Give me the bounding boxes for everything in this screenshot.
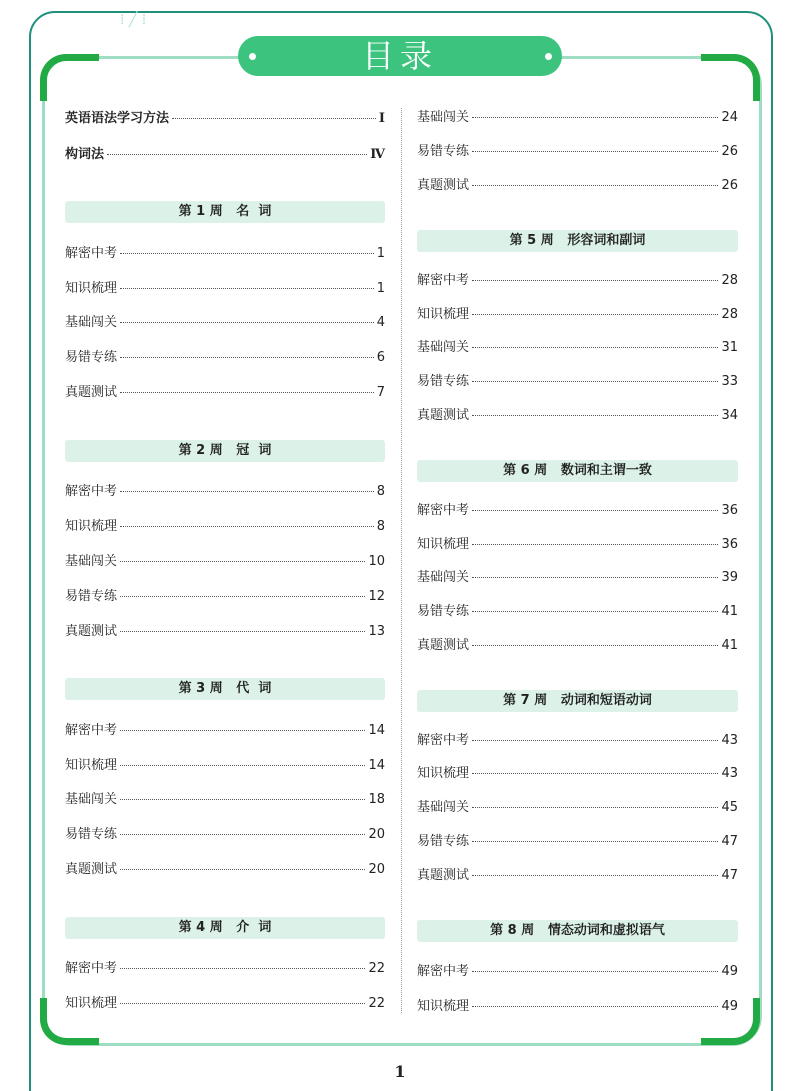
dot-leader [120, 968, 365, 969]
entry-page-number: 14 [368, 758, 385, 773]
dot-leader [472, 117, 718, 118]
dot-icon [544, 52, 553, 61]
entry-page-number: 4 [376, 315, 385, 330]
dot-leader [472, 1006, 718, 1007]
entry-page-number: 41 [721, 638, 738, 653]
entry-page-number: 47 [721, 834, 738, 849]
entry-label: 基础闯关 [417, 800, 470, 815]
entry-page-number: 13 [368, 624, 385, 639]
dot-leader [472, 185, 718, 186]
entry-label: 易错专练 [417, 834, 470, 849]
toc-entry[interactable] [65, 992, 385, 1010]
toc-entry[interactable] [65, 107, 385, 125]
dot-leader [120, 799, 365, 800]
entry-label: 解密中考 [65, 723, 118, 738]
week-section-header: 第 3 周 代 词 [65, 678, 385, 700]
entry-page-number: 39 [721, 570, 738, 585]
toc-entry[interactable] [65, 242, 385, 260]
dot-leader [472, 415, 718, 416]
dot-leader [472, 381, 718, 382]
corner-decoration [701, 54, 760, 101]
toc-entry[interactable] [417, 370, 738, 388]
entry-page-number: 28 [721, 307, 738, 322]
dot-leader [472, 645, 718, 646]
entry-label: 英语语法学习方法 [65, 111, 170, 126]
entry-page-number: 8 [376, 484, 385, 499]
dot-leader [107, 154, 367, 155]
dot-leader [120, 357, 374, 358]
entry-label: 知识梳理 [417, 537, 470, 552]
entry-label: 真题测试 [417, 408, 470, 423]
toc-entry[interactable] [417, 830, 738, 848]
dot-leader [172, 118, 376, 119]
entry-label: 知识梳理 [417, 766, 470, 781]
entry-label: 知识梳理 [417, 307, 470, 322]
toc-entry[interactable] [417, 960, 738, 978]
entry-page-number: 26 [721, 178, 738, 193]
entry-page-number: 45 [721, 800, 738, 815]
dot-leader [120, 491, 374, 492]
dot-leader [472, 841, 718, 842]
entry-label: 易错专练 [417, 374, 470, 389]
week-section-header: 第 8 周 情态动词和虚拟语气 [417, 920, 738, 942]
entry-label: 真题测试 [417, 178, 470, 193]
toc-entry[interactable] [65, 823, 385, 841]
entry-page-number: 14 [368, 723, 385, 738]
toc-entry[interactable] [65, 957, 385, 975]
entry-page-number: 28 [721, 273, 738, 288]
entry-page-number: Ⅳ [370, 147, 385, 162]
toc-entry[interactable] [417, 404, 738, 422]
entry-page-number: I [378, 111, 385, 126]
toc-entry[interactable] [65, 788, 385, 806]
toc-entry[interactable] [65, 754, 385, 772]
dot-leader [472, 151, 718, 152]
page-title: 目录 [238, 36, 562, 76]
entry-label: 真题测试 [65, 385, 118, 400]
entry-page-number: 24 [721, 110, 738, 125]
entry-label: 基础闯关 [417, 340, 470, 355]
toc-entry[interactable] [65, 585, 385, 603]
toc-entry[interactable] [417, 634, 738, 652]
dot-leader [472, 544, 718, 545]
entry-label: 解密中考 [417, 503, 470, 518]
entry-page-number: 20 [368, 862, 385, 877]
entry-page-number: 20 [368, 827, 385, 842]
toc-entry[interactable] [65, 719, 385, 737]
dot-leader [120, 322, 374, 323]
entry-label: 真题测试 [417, 868, 470, 883]
entry-page-number: 36 [721, 503, 738, 518]
page-number: 1 [394, 1062, 406, 1081]
entry-label: 解密中考 [417, 733, 470, 748]
entry-label: 真题测试 [65, 624, 118, 639]
entry-label: 易错专练 [65, 350, 118, 365]
windmill-icon: ⁞ ╱ ⁞ [120, 12, 147, 28]
entry-page-number: 49 [721, 964, 738, 979]
week-section-header: 第 2 周 冠 词 [65, 440, 385, 462]
entry-label: 构词法 [65, 147, 105, 162]
entry-label: 易错专练 [65, 589, 118, 604]
dot-leader [472, 740, 718, 741]
entry-page-number: 41 [721, 604, 738, 619]
toc-entry[interactable] [417, 995, 738, 1013]
entry-label: 易错专练 [417, 604, 470, 619]
dot-leader [472, 773, 718, 774]
dot-leader [120, 561, 365, 562]
entry-page-number: 1 [376, 281, 385, 296]
entry-page-number: 43 [721, 766, 738, 781]
dot-leader [120, 253, 374, 254]
toc-entry[interactable] [65, 346, 385, 364]
entry-label: 知识梳理 [65, 758, 118, 773]
toc-entry[interactable] [65, 515, 385, 533]
dot-leader [472, 875, 718, 876]
entry-page-number: 49 [721, 999, 738, 1014]
entry-page-number: 6 [376, 350, 385, 365]
dot-leader [472, 577, 718, 578]
toc-entry[interactable] [417, 796, 738, 814]
entry-label: 知识梳理 [65, 281, 118, 296]
toc-entry[interactable] [417, 499, 738, 517]
toc-entry[interactable] [417, 269, 738, 287]
toc-entry[interactable] [417, 174, 738, 192]
toc-entry[interactable] [65, 381, 385, 399]
week-section-header: 第 1 周 名 词 [65, 201, 385, 223]
dot-leader [120, 596, 365, 597]
entry-label: 解密中考 [65, 246, 118, 261]
corner-decoration [40, 54, 99, 101]
toc-entry[interactable] [417, 600, 738, 618]
entry-label: 真题测试 [417, 638, 470, 653]
entry-page-number: 36 [721, 537, 738, 552]
dot-leader [472, 347, 718, 348]
entry-page-number: 8 [376, 519, 385, 534]
entry-page-number: 43 [721, 733, 738, 748]
toc-entry[interactable] [417, 140, 738, 158]
entry-page-number: 22 [368, 996, 385, 1011]
entry-page-number: 33 [721, 374, 738, 389]
entry-label: 基础闯关 [65, 554, 118, 569]
week-section-header: 第 4 周 介 词 [65, 917, 385, 939]
dot-leader [120, 869, 365, 870]
dot-leader [120, 765, 365, 766]
toc-entry[interactable] [417, 864, 738, 882]
entry-page-number: 1 [376, 246, 385, 261]
toc-entry[interactable] [65, 143, 385, 161]
entry-page-number: 12 [368, 589, 385, 604]
dot-leader [472, 510, 718, 511]
dot-leader [120, 631, 365, 632]
entry-label: 易错专练 [65, 827, 118, 842]
toc-entry[interactable] [417, 106, 738, 124]
entry-page-number: 22 [368, 961, 385, 976]
toc-entry[interactable] [417, 303, 738, 321]
entry-label: 解密中考 [65, 961, 118, 976]
week-section-header: 第 6 周 数词和主谓一致 [417, 460, 738, 482]
toc-entry[interactable] [417, 762, 738, 780]
toc-entry[interactable] [65, 311, 385, 329]
entry-page-number: 7 [376, 385, 385, 400]
dot-leader [120, 526, 374, 527]
toc-entry[interactable] [65, 620, 385, 638]
dot-leader [472, 971, 718, 972]
dot-leader [120, 1003, 365, 1004]
entry-page-number: 26 [721, 144, 738, 159]
dot-leader [472, 314, 718, 315]
toc-entry[interactable] [65, 550, 385, 568]
column-divider [401, 108, 402, 1013]
toc-entry[interactable] [417, 729, 738, 747]
dot-leader [472, 611, 718, 612]
entry-label: 基础闯关 [65, 792, 118, 807]
toc-entry[interactable] [65, 858, 385, 876]
entry-label: 知识梳理 [65, 519, 118, 534]
dot-leader [120, 730, 365, 731]
toc-entry[interactable] [417, 533, 738, 551]
entry-label: 解密中考 [417, 273, 470, 288]
dot-leader [120, 288, 374, 289]
entry-page-number: 10 [368, 554, 385, 569]
dot-icon [248, 52, 257, 61]
week-section-header: 第 5 周 形容词和副词 [417, 230, 738, 252]
entry-page-number: 31 [721, 340, 738, 355]
toc-entry[interactable] [65, 277, 385, 295]
entry-label: 解密中考 [65, 484, 118, 499]
entry-label: 基础闯关 [417, 110, 470, 125]
dot-leader [120, 834, 365, 835]
entry-label: 知识梳理 [65, 996, 118, 1011]
toc-entry[interactable] [65, 480, 385, 498]
entry-page-number: 18 [368, 792, 385, 807]
entry-label: 易错专练 [417, 144, 470, 159]
dot-leader [120, 392, 374, 393]
entry-label: 基础闯关 [65, 315, 118, 330]
entry-label: 解密中考 [417, 964, 470, 979]
entry-label: 知识梳理 [417, 999, 470, 1014]
entry-page-number: 47 [721, 868, 738, 883]
entry-label: 真题测试 [65, 862, 118, 877]
dot-leader [472, 280, 718, 281]
toc-entry[interactable] [417, 566, 738, 584]
toc-entry[interactable] [417, 336, 738, 354]
dot-leader [472, 807, 718, 808]
week-section-header: 第 7 周 动词和短语动词 [417, 690, 738, 712]
entry-page-number: 34 [721, 408, 738, 423]
entry-label: 基础闯关 [417, 570, 470, 585]
